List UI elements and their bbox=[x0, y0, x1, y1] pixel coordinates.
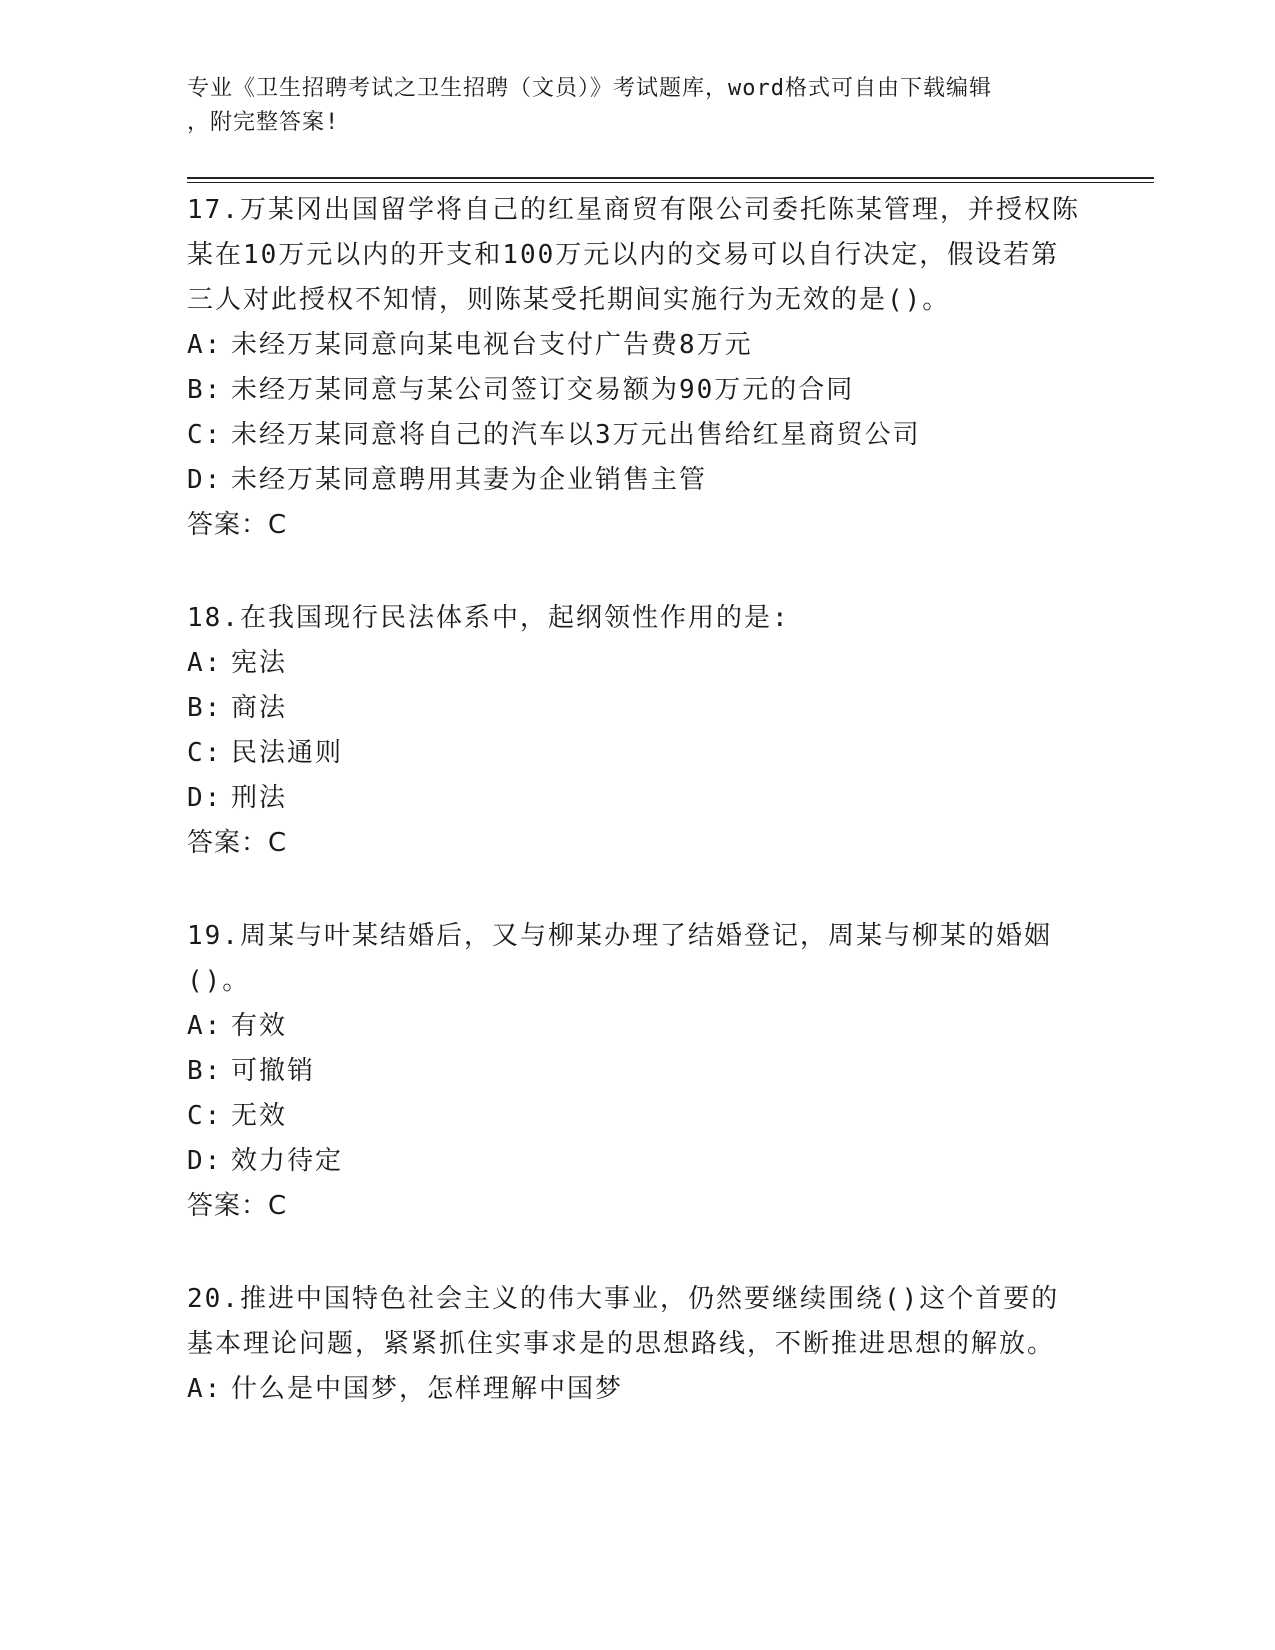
option-key: C: bbox=[187, 1101, 223, 1131]
option-text: 民法通则 bbox=[231, 738, 344, 768]
option-text: 商法 bbox=[231, 693, 288, 723]
option-key: D: bbox=[187, 783, 223, 813]
header-line-2: ，附完整答案! bbox=[187, 110, 340, 135]
option-b bbox=[187, 686, 1087, 731]
option-a bbox=[187, 323, 1087, 368]
option-text: 可撤销 bbox=[231, 1056, 316, 1086]
option-key: B: bbox=[187, 375, 223, 405]
option-a bbox=[187, 1367, 1087, 1412]
option-c bbox=[187, 413, 1087, 458]
option-list bbox=[187, 1004, 1087, 1184]
option-key: A: bbox=[187, 648, 223, 678]
header-divider-thick bbox=[187, 177, 1154, 179]
answer-line: 答案：C bbox=[187, 1191, 288, 1221]
header-divider-thin bbox=[187, 182, 1154, 183]
option-text: 什么是中国梦，怎样理解中国梦 bbox=[231, 1374, 624, 1404]
question-stem: 19.周某与叶某结婚后，又与柳某办理了结婚登记，周某与柳某的婚姻()。 bbox=[187, 921, 1052, 996]
option-list bbox=[187, 1367, 1087, 1412]
answer-line: 答案：C bbox=[187, 510, 288, 540]
option-list bbox=[187, 641, 1087, 821]
option-text: 效力待定 bbox=[231, 1146, 344, 1176]
question-stem: 20.推进中国特色社会主义的伟大事业，仍然要继续围绕()这个首要的基本理论问题，紧紧抓住实事求是的思想路线，不断推进思想的解放。 bbox=[187, 1284, 1060, 1359]
option-a bbox=[187, 1004, 1087, 1049]
option-text: 有效 bbox=[231, 1011, 288, 1041]
option-key: D: bbox=[187, 1146, 223, 1176]
option-key: C: bbox=[187, 420, 223, 450]
question-stem: 17.万某冈出国留学将自己的红星商贸有限公司委托陈某管理，并授权陈某在10万元以内的开支和100万元以内的交易可以自行决定，假设若第三人对此授权不知情，则陈某受托期间实施行为无效的是()。 bbox=[187, 195, 1080, 315]
option-c bbox=[187, 1094, 1087, 1139]
option-text: 宪法 bbox=[231, 648, 288, 678]
option-key: A: bbox=[187, 330, 223, 360]
option-d bbox=[187, 1139, 1087, 1184]
option-list bbox=[187, 323, 1087, 503]
option-text: 刑法 bbox=[231, 783, 288, 813]
option-c bbox=[187, 731, 1087, 776]
answer-line: 答案：C bbox=[187, 828, 288, 858]
question-17 bbox=[187, 188, 1087, 548]
option-text: 无效 bbox=[231, 1101, 288, 1131]
option-text: 未经万某同意向某电视台支付广告费8万元 bbox=[231, 330, 753, 360]
question-list bbox=[187, 188, 1087, 1460]
option-text: 未经万某同意与某公司签订交易额为90万元的合同 bbox=[231, 375, 855, 405]
question-19 bbox=[187, 914, 1087, 1229]
option-text: 未经万某同意将自己的汽车以3万元出售给红星商贸公司 bbox=[231, 420, 921, 450]
option-key: A: bbox=[187, 1011, 223, 1041]
document-header bbox=[187, 72, 1087, 140]
option-d bbox=[187, 776, 1087, 821]
option-key: B: bbox=[187, 1056, 223, 1086]
option-b bbox=[187, 368, 1087, 413]
option-text: 未经万某同意聘用其妻为企业销售主管 bbox=[231, 465, 708, 495]
option-key: A: bbox=[187, 1374, 223, 1404]
question-stem: 18.在我国现行民法体系中，起纲领性作用的是: bbox=[187, 603, 790, 633]
option-key: B: bbox=[187, 693, 223, 723]
option-d bbox=[187, 458, 1087, 503]
option-key: D: bbox=[187, 465, 223, 495]
question-20 bbox=[187, 1277, 1087, 1412]
option-a bbox=[187, 641, 1087, 686]
option-key: C: bbox=[187, 738, 223, 768]
header-line-1: 专业《卫生招聘考试之卫生招聘（文员）》考试题库，word格式可自由下载编辑 bbox=[187, 76, 992, 101]
option-b bbox=[187, 1049, 1087, 1094]
question-18 bbox=[187, 596, 1087, 866]
